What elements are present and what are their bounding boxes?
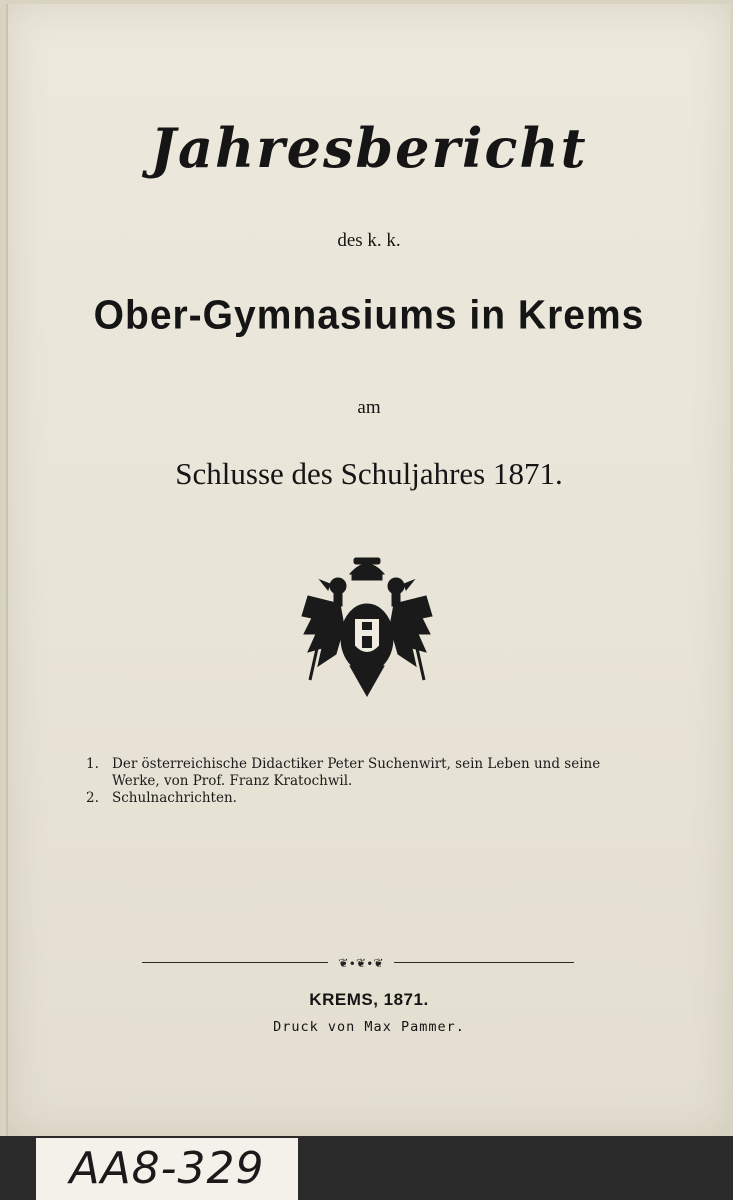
school-name: Ober-Gymnasiums in Krems xyxy=(93,292,645,339)
subtitle-am: am xyxy=(357,397,381,418)
list-item xyxy=(86,790,646,807)
cover-page xyxy=(6,4,730,1136)
divider-right xyxy=(394,962,574,963)
ornament-icon: ❦∙❦∙❦ xyxy=(338,956,384,970)
list-item xyxy=(86,756,646,790)
item-text: Der österreichische Didactiker Peter Suchenwirt, sein Leben und seine Werke, von Prof. Franz Kratochwil. xyxy=(112,756,601,789)
shelf-label: AA8-329 xyxy=(36,1138,298,1200)
page-title: Jahresbericht xyxy=(150,116,588,180)
double-headed-eagle-icon xyxy=(300,556,434,698)
item-text: Schulnachrichten. xyxy=(112,790,237,806)
imprint-place-year: KREMS, 1871. xyxy=(309,990,429,1009)
divider-left xyxy=(142,962,328,963)
item-number: 1. xyxy=(86,756,99,772)
contents-list xyxy=(86,756,646,807)
school-year-line: Schlusse des Schuljahres 1871. xyxy=(175,456,563,491)
subtitle-des-kk: des k. k. xyxy=(337,230,401,251)
imprint-printer: Druck von Max Pammer. xyxy=(273,1019,465,1035)
item-number: 2. xyxy=(86,790,99,806)
